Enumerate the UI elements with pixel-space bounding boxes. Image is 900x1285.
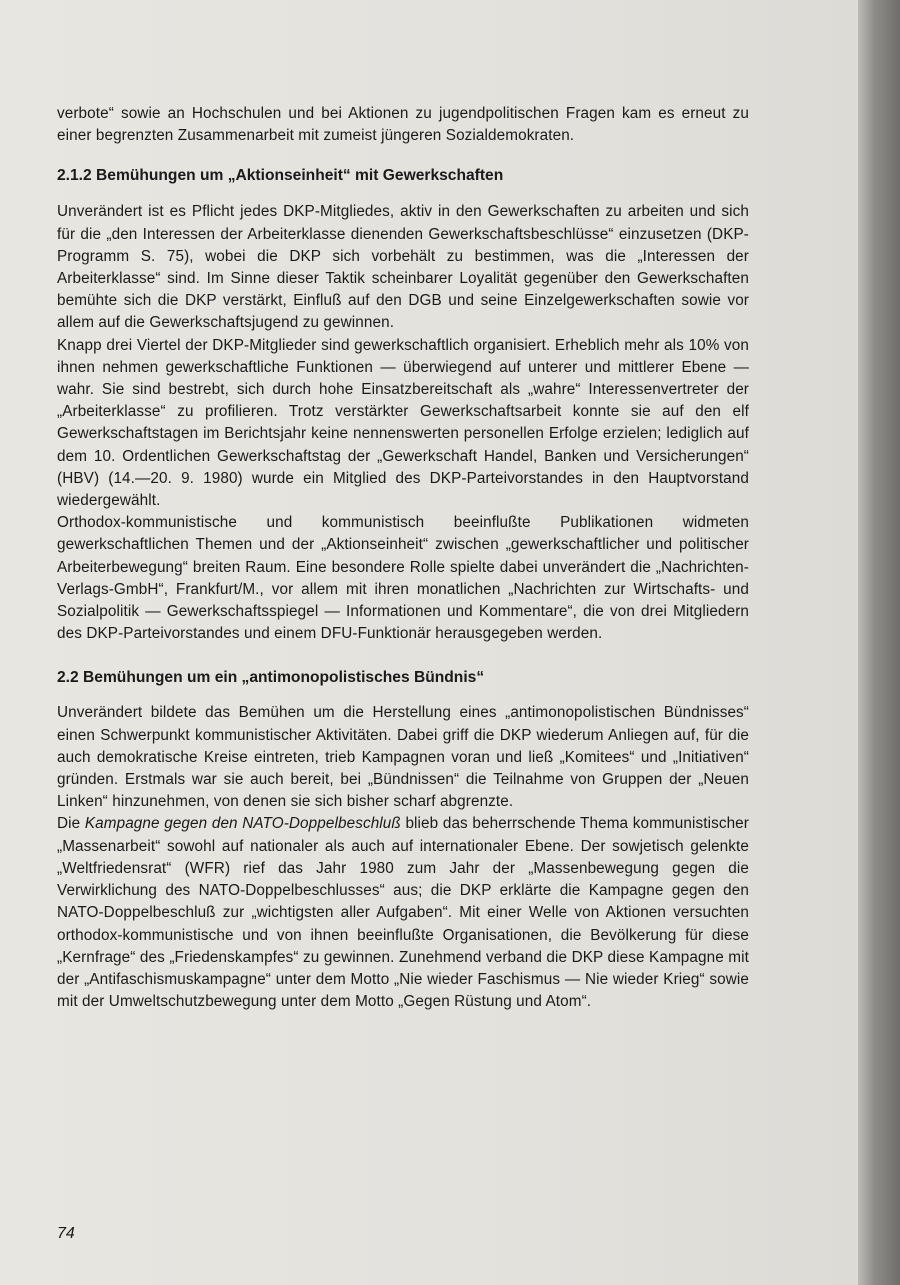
page-number: 74 xyxy=(57,1225,75,1242)
section-heading-2-1-2: 2.1.2 Bemühungen um „Aktionseinheit“ mit Gewerkschaften xyxy=(57,167,504,185)
section-heading-2-2: 2.2 Bemühungen um ein „antimonopolistisches Bündnis“ xyxy=(57,669,485,687)
section-2-2-paragraph-2 xyxy=(57,813,749,1013)
paragraph-prefix: Die xyxy=(57,815,85,833)
section-2-1-2-paragraph-2: Knapp drei Viertel der DKP-Mitglieder sind gewerkschaftlich organisiert. Erheblich mehr als 10% von ihnen nehmen gewerkschaftliche Funktionen — überwiegend auf unterer und mittlerer Ebene — wahr. Sie sind bestrebt, sich durch hohe Einsatzbereitschaft als „wahre“ Interessenvertreter der „Arbeiterklasse“ zu profilieren. Trotz verstärkter Gewerkschaftsarbeit konnte sie auf den elf Gewerkschaftstagen im Berichtsjahr keine nennenswerten personellen Erfolge erzielen; lediglich auf dem 10. Ordentlichen Gewerkschaftstag der „Gewerkschaft Handel, Banken und Versicherungen“ (HBV) (14.—20. 9. 1980) wurde ein Mitglied des DKP-Parteivorstandes in den Hauptvorstand wiedergewählt. xyxy=(57,336,749,510)
page-content xyxy=(57,103,749,1013)
section-2-1-2-paragraph-3: Orthodox-kommunistische und kommunistisch beeinflußte Publikationen widmeten gewerkschaftlichen Themen und der „Aktionseinheit“ zwischen „gewerkschaftlicher und politischer Arbeiterbewegung“ breiten Raum. Eine besondere Rolle spielte dabei unverändert die „Nachrichten-Verlags-GmbH“, Frankfurt/M., vor allem mit ihren monatlichen „Nachrichten zur Wirtschafts- und Sozialpolitik — Gewerkschaftsspiegel — Informationen und Kommentare“, die von drei Mitgliedern des DKP-Parteivorstandes und einem DFU-Funktionär herausgegeben werden. xyxy=(57,514,749,643)
campaign-title-italic: Kampagne gegen den NATO-Doppelbeschluß xyxy=(84,815,401,833)
intro-paragraph: verbote“ sowie an Hochschulen und bei Aktionen zu jugendpolitischen Fragen kam es erneut zu einer begrenzten Zusammenarbeit mit zumeist jüngeren Sozialdemokraten. xyxy=(57,105,749,145)
book-spine-shadow xyxy=(858,0,900,1285)
paragraph-continuation: blieb das beherrschende Thema kommunistischer „Massenarbeit“ sowohl auf nationaler als auch auf internationaler Ebene. Der sowjetisch gelenkte „Weltfriedensrat“ (WFR) rief das Jahr 1980 zum Jahr der „Massenbewegung gegen die Verwirklichung des NATO-Doppelbeschlusses“ aus; die DKP erklärte die Kampagne gegen den NATO-Doppelbeschluß zur „wichtigsten aller Aufgaben“. Mit einer Welle von Aktionen versuchten orthodox-kommunistische und von ihnen beeinflußte Organisationen, die Bevölkerung für diese „Kernfrage“ des „Friedenskampfes“ zu gewinnen. Zunehmend verband die DKP diese Kampagne mit der „Antifaschismuskampagne“ unter dem Motto „Nie wieder Faschismus — Nie wieder Krieg“ sowie mit der Umweltschutzbewegung unter dem Motto „Gegen Rüstung und Atom“. xyxy=(57,815,749,1011)
section-2-1-2-paragraph-1: Unverändert ist es Pflicht jedes DKP-Mitgliedes, aktiv in den Gewerkschaften zu arbeiten und sich für die „den Interessen der Arbeiterklasse dienenden Gewerkschaftsbeschlüsse“ einzusetzen (DKP-Programm S. 75), wobei die DKP sich vorbehält zu bestimmen, was die „Interessen der Arbeiterklasse“ sind. Im Sinne dieser Taktik scheinbarer Loyalität gegenüber den Gewerkschaften bemühte sich die DKP verstärkt, Einfluß auf den DGB und seine Einzelgewerkschaften sowie vor allem auf die Gewerkschaftsjugend zu gewinnen. xyxy=(57,203,749,332)
section-2-2-paragraph-1: Unverändert bildete das Bemühen um die Herstellung eines „antimonopolistischen Bündnisses“ einen Schwerpunkt kommunistischer Aktivitäten. Dabei griff die DKP wiederum Anliegen auf, für die auch demokratische Kreise eintreten, trieb Kampagnen voran und ließ „Komitees“ und „Initiativen“ gründen. Erstmals war sie auch bereit, bei „Bündnissen“ die Teilnahme von Gruppen der „Neuen Linken“ hinzunehmen, von denen sie sich bisher scharf abgrenzte. xyxy=(57,704,749,811)
